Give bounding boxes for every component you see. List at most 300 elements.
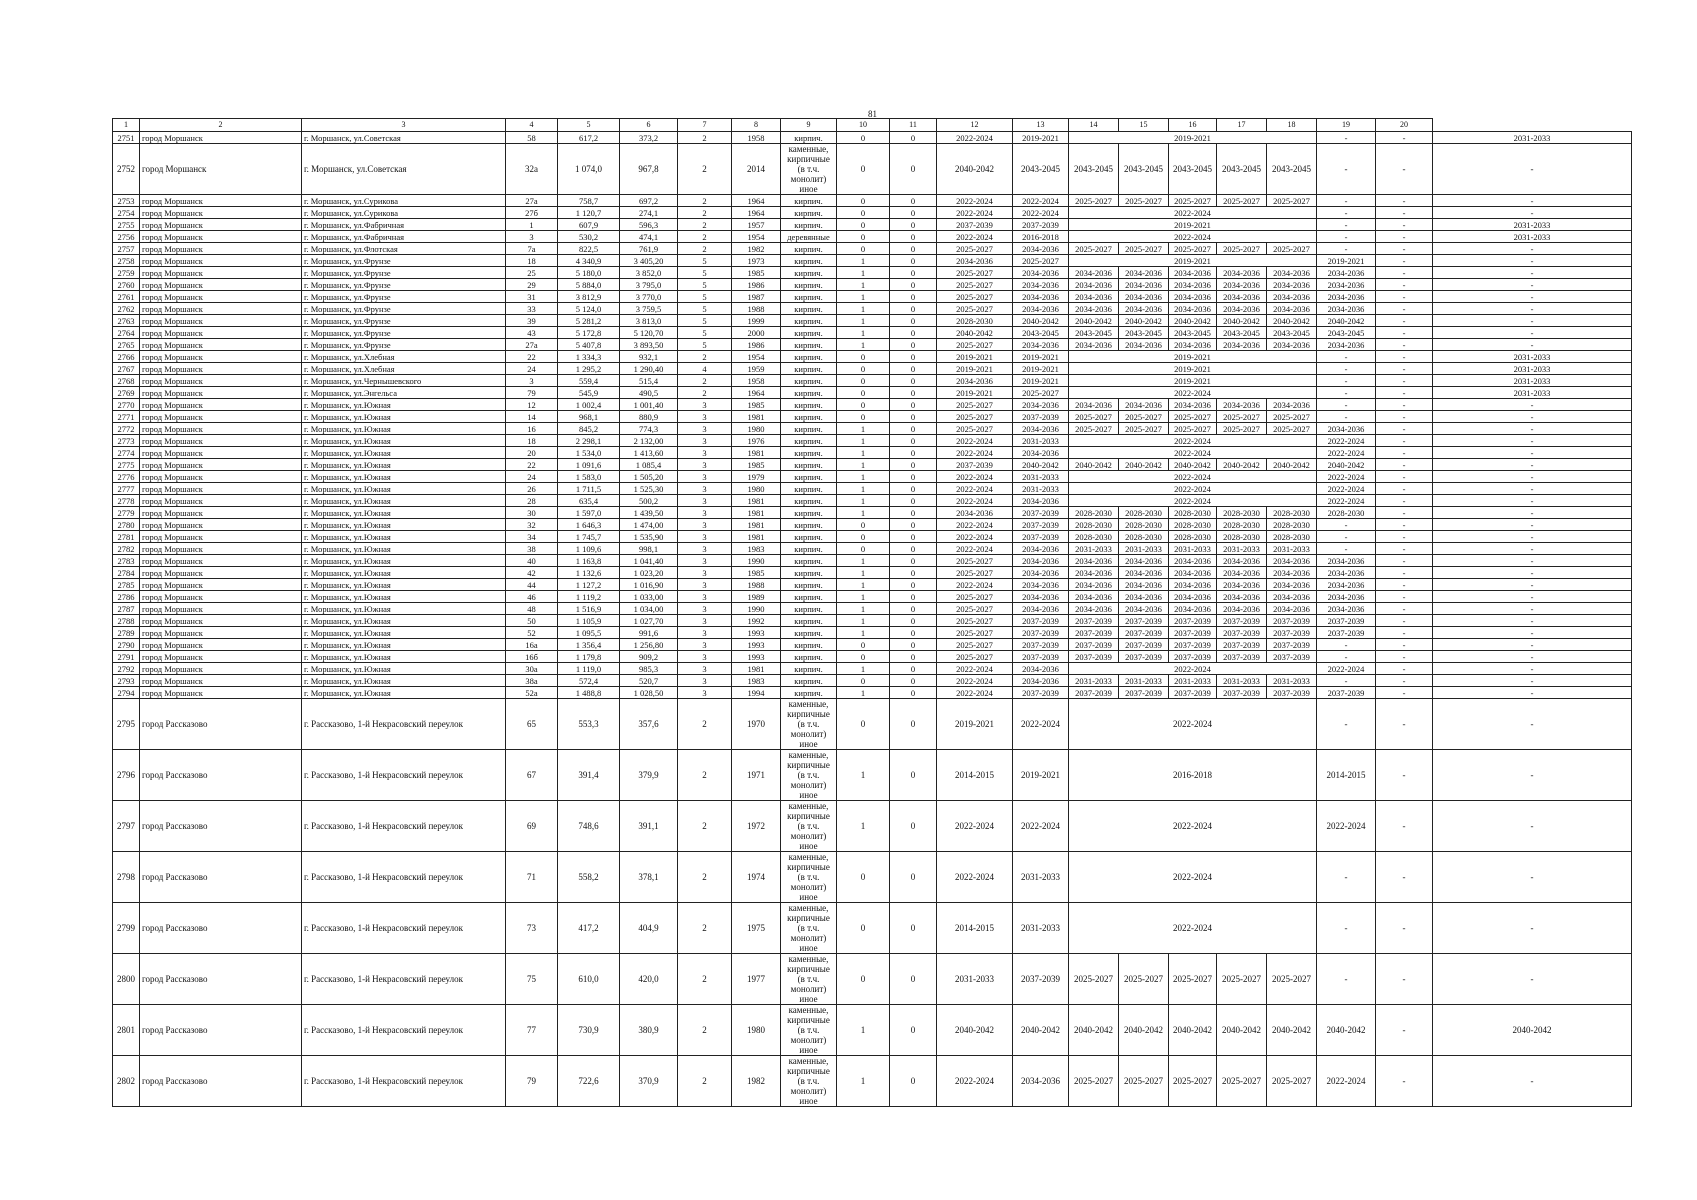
repair-period-cell-13: 2034-2036 <box>1069 555 1119 567</box>
repair-period-cell-16: 2025-2027 <box>1217 195 1267 207</box>
total-area-cell: 635,4 <box>558 495 620 507</box>
house-number-cell: 24 <box>506 363 558 375</box>
merged-repair-period-cell: 2019-2021 <box>1069 351 1317 363</box>
total-area-cell: 1 534,0 <box>558 447 620 459</box>
floors-cell: 5 <box>678 303 732 315</box>
column-11-cell: 2025-2027 <box>937 555 1013 567</box>
year-built-cell: 1987 <box>732 291 781 303</box>
column-18-cell: - <box>1317 852 1376 903</box>
column-9-cell: 1 <box>837 471 890 483</box>
address-cell: г. Моршанск, ул.Южная <box>302 495 506 507</box>
repair-period-cell-13: 2040-2042 <box>1069 315 1119 327</box>
repair-period-cell-14: 2043-2045 <box>1119 327 1169 339</box>
floors-cell: 3 <box>678 423 732 435</box>
wall-material-cell: кирпич. <box>781 615 837 627</box>
column-11-cell: 2022-2024 <box>937 1056 1013 1107</box>
repair-period-cell-13: 2025-2027 <box>1069 954 1119 1005</box>
column-20-cell: - <box>1433 603 1632 615</box>
total-area-cell: 1 119,0 <box>558 663 620 675</box>
house-number-cell: 43 <box>506 327 558 339</box>
repair-period-cell-15: 2025-2027 <box>1169 411 1217 423</box>
wall-material-cell: кирпич. <box>781 303 837 315</box>
address-cell: г. Моршанск, ул.Чернышевского <box>302 375 506 387</box>
column-20-cell: 2040-2042 <box>1433 1005 1632 1056</box>
column-18-cell: - <box>1317 519 1376 531</box>
address-cell: г. Моршанск, ул.Южная <box>302 447 506 459</box>
row-number-cell: 2752 <box>113 144 140 195</box>
column-11-cell: 2019-2021 <box>937 363 1013 375</box>
row-number-cell: 2801 <box>113 1005 140 1056</box>
column-20-cell: 2031-2033 <box>1433 132 1632 144</box>
column-11-cell: 2019-2021 <box>937 351 1013 363</box>
column-9-cell: 0 <box>837 519 890 531</box>
city-cell: город Моршанск <box>140 555 302 567</box>
column-19-cell: - <box>1376 651 1433 663</box>
column-9-cell: 1 <box>837 603 890 615</box>
year-built-cell: 1990 <box>732 555 781 567</box>
repair-period-cell-17: 2025-2027 <box>1267 423 1317 435</box>
column-12-cell: 2019-2021 <box>1013 363 1069 375</box>
floors-cell: 2 <box>678 699 732 750</box>
address-cell: г. Моршанск, ул.Фрунзе <box>302 303 506 315</box>
wall-material-cell: деревянные <box>781 231 837 243</box>
repair-period-cell-15: 2031-2033 <box>1169 543 1217 555</box>
column-11-cell: 2022-2024 <box>937 207 1013 219</box>
column-11-cell: 2040-2042 <box>937 327 1013 339</box>
total-area-cell: 530,2 <box>558 231 620 243</box>
column-19-cell: - <box>1376 699 1433 750</box>
repair-period-cell-16: 2034-2036 <box>1217 399 1267 411</box>
address-cell: г. Моршанск, ул.Южная <box>302 651 506 663</box>
column-19-cell: - <box>1376 303 1433 315</box>
column-12-cell: 2016-2018 <box>1013 231 1069 243</box>
repair-period-cell-15: 2034-2036 <box>1169 339 1217 351</box>
column-number-header: 9 <box>781 119 837 132</box>
address-cell: г. Моршанск, ул.Фрунзе <box>302 327 506 339</box>
housing-register-table <box>112 118 1632 1107</box>
column-20-cell: - <box>1433 852 1632 903</box>
column-9-cell: 0 <box>837 231 890 243</box>
address-cell: г. Моршанск, ул.Южная <box>302 675 506 687</box>
column-9-cell: 0 <box>837 675 890 687</box>
repair-period-cell-15: 2037-2039 <box>1169 615 1217 627</box>
column-19-cell: - <box>1376 219 1433 231</box>
repair-period-cell-17: 2025-2027 <box>1267 1056 1317 1107</box>
table-row <box>113 351 1632 363</box>
table-row <box>113 471 1632 483</box>
repair-period-cell-16: 2040-2042 <box>1217 1005 1267 1056</box>
column-9-cell: 1 <box>837 615 890 627</box>
column-11-cell: 2022-2024 <box>937 663 1013 675</box>
column-20-cell: - <box>1433 327 1632 339</box>
living-area-cell: 998,1 <box>620 543 678 555</box>
table-row <box>113 801 1632 852</box>
living-area-cell: 880,9 <box>620 411 678 423</box>
column-9-cell: 1 <box>837 663 890 675</box>
column-20-cell: - <box>1433 399 1632 411</box>
column-11-cell: 2022-2024 <box>937 132 1013 144</box>
column-19-cell: - <box>1376 639 1433 651</box>
wall-material-cell: каменные, кирпичные (в т.ч. монолит) иное <box>781 801 837 852</box>
address-cell: г. Рассказово, 1-й Некрасовский переулок <box>302 1005 506 1056</box>
column-9-cell: 0 <box>837 132 890 144</box>
floors-cell: 3 <box>678 663 732 675</box>
table-row <box>113 267 1632 279</box>
repair-period-cell-15: 2034-2036 <box>1169 579 1217 591</box>
house-number-cell: 30 <box>506 507 558 519</box>
address-cell: г. Моршанск, ул.Южная <box>302 531 506 543</box>
city-cell: город Моршанск <box>140 567 302 579</box>
living-area-cell: 967,8 <box>620 144 678 195</box>
column-9-cell: 1 <box>837 555 890 567</box>
column-19-cell: - <box>1376 579 1433 591</box>
table-row <box>113 315 1632 327</box>
address-cell: г. Моршанск, ул.Южная <box>302 555 506 567</box>
wall-material-cell: кирпич. <box>781 639 837 651</box>
table-row <box>113 459 1632 471</box>
column-12-cell: 2034-2036 <box>1013 447 1069 459</box>
column-10-cell: 0 <box>890 651 937 663</box>
column-11-cell: 2025-2027 <box>937 603 1013 615</box>
column-10-cell: 0 <box>890 399 937 411</box>
house-number-cell: 16б <box>506 651 558 663</box>
column-number-header: 17 <box>1217 119 1267 132</box>
column-18-cell: 2040-2042 <box>1317 459 1376 471</box>
merged-repair-period-cell: 2016-2018 <box>1069 750 1317 801</box>
total-area-cell: 1 583,0 <box>558 471 620 483</box>
column-19-cell: - <box>1376 207 1433 219</box>
column-11-cell: 2022-2024 <box>937 435 1013 447</box>
house-number-cell: 77 <box>506 1005 558 1056</box>
column-18-cell: - <box>1317 132 1376 144</box>
house-number-cell: 71 <box>506 852 558 903</box>
repair-period-cell-17: 2025-2027 <box>1267 243 1317 255</box>
column-10-cell: 0 <box>890 351 937 363</box>
table-row <box>113 543 1632 555</box>
repair-period-cell-17: 2037-2039 <box>1267 615 1317 627</box>
row-number-cell: 2783 <box>113 555 140 567</box>
repair-period-cell-16: 2031-2033 <box>1217 675 1267 687</box>
address-cell: г. Моршанск, ул.Фабричная <box>302 231 506 243</box>
column-12-cell: 2019-2021 <box>1013 375 1069 387</box>
column-18-cell: - <box>1317 243 1376 255</box>
wall-material-cell: кирпич. <box>781 363 837 375</box>
column-12-cell: 2037-2039 <box>1013 954 1069 1005</box>
repair-period-cell-14: 2040-2042 <box>1119 459 1169 471</box>
column-20-cell: - <box>1433 507 1632 519</box>
row-number-cell: 2789 <box>113 627 140 639</box>
column-12-cell: 2019-2021 <box>1013 351 1069 363</box>
column-20-cell: 2031-2033 <box>1433 351 1632 363</box>
total-area-cell: 3 812,9 <box>558 291 620 303</box>
column-12-cell: 2034-2036 <box>1013 603 1069 615</box>
address-cell: г. Моршанск, ул.Фрунзе <box>302 339 506 351</box>
year-built-cell: 1973 <box>732 255 781 267</box>
address-cell: г. Моршанск, ул.Южная <box>302 411 506 423</box>
column-11-cell: 2025-2027 <box>937 339 1013 351</box>
column-11-cell: 2025-2027 <box>937 615 1013 627</box>
column-19-cell: - <box>1376 243 1433 255</box>
column-10-cell: 0 <box>890 1056 937 1107</box>
living-area-cell: 1 016,90 <box>620 579 678 591</box>
year-built-cell: 1985 <box>732 567 781 579</box>
year-built-cell: 1958 <box>732 132 781 144</box>
house-number-cell: 20 <box>506 447 558 459</box>
house-number-cell: 67 <box>506 750 558 801</box>
column-19-cell: - <box>1376 555 1433 567</box>
column-18-cell: 2019-2021 <box>1317 255 1376 267</box>
city-cell: город Моршанск <box>140 579 302 591</box>
column-11-cell: 2022-2024 <box>937 687 1013 699</box>
wall-material-cell: кирпич. <box>781 627 837 639</box>
living-area-cell: 596,3 <box>620 219 678 231</box>
column-number-header: 12 <box>937 119 1013 132</box>
house-number-cell: 22 <box>506 459 558 471</box>
row-number-cell: 2771 <box>113 411 140 423</box>
column-20-cell: - <box>1433 519 1632 531</box>
address-cell: г. Моршанск, ул.Южная <box>302 543 506 555</box>
city-cell: город Моршанск <box>140 144 302 195</box>
column-11-cell: 2022-2024 <box>937 195 1013 207</box>
wall-material-cell: каменные, кирпичные (в т.ч. монолит) иное <box>781 852 837 903</box>
row-number-cell: 2798 <box>113 852 140 903</box>
merged-repair-period-cell: 2019-2021 <box>1069 255 1317 267</box>
repair-period-cell-14: 2037-2039 <box>1119 615 1169 627</box>
repair-period-cell-15: 2034-2036 <box>1169 603 1217 615</box>
column-18-cell: 2034-2036 <box>1317 267 1376 279</box>
total-area-cell: 1 745,7 <box>558 531 620 543</box>
total-area-cell: 1 646,3 <box>558 519 620 531</box>
living-area-cell: 1 290,40 <box>620 363 678 375</box>
column-11-cell: 2022-2024 <box>937 495 1013 507</box>
living-area-cell: 1 439,50 <box>620 507 678 519</box>
house-number-cell: 48 <box>506 603 558 615</box>
table-row <box>113 231 1632 243</box>
column-19-cell: - <box>1376 195 1433 207</box>
row-number-cell: 2777 <box>113 483 140 495</box>
total-area-cell: 1 002,4 <box>558 399 620 411</box>
repair-period-cell-16: 2028-2030 <box>1217 531 1267 543</box>
column-11-cell: 2025-2027 <box>937 567 1013 579</box>
column-18-cell: 2034-2036 <box>1317 603 1376 615</box>
merged-repair-period-cell: 2022-2024 <box>1069 663 1317 675</box>
floors-cell: 3 <box>678 591 732 603</box>
year-built-cell: 1981 <box>732 447 781 459</box>
column-11-cell: 2022-2024 <box>937 519 1013 531</box>
column-number-header: 18 <box>1267 119 1317 132</box>
living-area-cell: 1 474,00 <box>620 519 678 531</box>
column-19-cell: - <box>1376 279 1433 291</box>
floors-cell: 4 <box>678 363 732 375</box>
column-9-cell: 1 <box>837 1005 890 1056</box>
table-row <box>113 903 1632 954</box>
address-cell: г. Моршанск, ул.Советская <box>302 132 506 144</box>
row-number-cell: 2767 <box>113 363 140 375</box>
year-built-cell: 1954 <box>732 231 781 243</box>
column-12-cell: 2040-2042 <box>1013 459 1069 471</box>
city-cell: город Рассказово <box>140 750 302 801</box>
year-built-cell: 1985 <box>732 399 781 411</box>
column-11-cell: 2019-2021 <box>937 699 1013 750</box>
repair-period-cell-14: 2040-2042 <box>1119 315 1169 327</box>
column-19-cell: - <box>1376 675 1433 687</box>
house-number-cell: 27б <box>506 207 558 219</box>
total-area-cell: 1 334,3 <box>558 351 620 363</box>
table-row <box>113 750 1632 801</box>
column-10-cell: 0 <box>890 750 937 801</box>
total-area-cell: 558,2 <box>558 852 620 903</box>
column-12-cell: 2034-2036 <box>1013 291 1069 303</box>
address-cell: г. Моршанск, ул.Хлебная <box>302 363 506 375</box>
city-cell: город Рассказово <box>140 1005 302 1056</box>
repair-period-cell-16: 2034-2036 <box>1217 291 1267 303</box>
city-cell: город Моршанск <box>140 483 302 495</box>
repair-period-cell-17: 2034-2036 <box>1267 291 1317 303</box>
house-number-cell: 69 <box>506 801 558 852</box>
column-18-cell: - <box>1317 531 1376 543</box>
floors-cell: 2 <box>678 1056 732 1107</box>
house-number-cell: 27а <box>506 339 558 351</box>
row-number-cell: 2754 <box>113 207 140 219</box>
column-number-header: 11 <box>890 119 937 132</box>
repair-period-cell-17: 2028-2030 <box>1267 507 1317 519</box>
total-area-cell: 5 884,0 <box>558 279 620 291</box>
house-number-cell: 38а <box>506 675 558 687</box>
row-number-cell: 2778 <box>113 495 140 507</box>
column-18-cell: - <box>1317 195 1376 207</box>
address-cell: г. Моршанск, ул.Советская <box>302 144 506 195</box>
floors-cell: 3 <box>678 675 732 687</box>
repair-period-cell-13: 2034-2036 <box>1069 279 1119 291</box>
house-number-cell: 7а <box>506 243 558 255</box>
year-built-cell: 1986 <box>732 339 781 351</box>
address-cell: г. Моршанск, ул.Хлебная <box>302 351 506 363</box>
living-area-cell: 774,3 <box>620 423 678 435</box>
column-12-cell: 2037-2039 <box>1013 411 1069 423</box>
row-number-cell: 2760 <box>113 279 140 291</box>
repair-period-cell-17: 2034-2036 <box>1267 603 1317 615</box>
year-built-cell: 1993 <box>732 627 781 639</box>
house-number-cell: 38 <box>506 543 558 555</box>
city-cell: город Моршанск <box>140 591 302 603</box>
repair-period-cell-17: 2034-2036 <box>1267 555 1317 567</box>
address-cell: г. Моршанск, ул.Южная <box>302 435 506 447</box>
address-cell: г. Моршанск, ул.Фрунзе <box>302 315 506 327</box>
column-19-cell: - <box>1376 411 1433 423</box>
living-area-cell: 520,7 <box>620 675 678 687</box>
wall-material-cell: кирпич. <box>781 447 837 459</box>
column-10-cell: 0 <box>890 435 937 447</box>
column-number-header: 4 <box>506 119 558 132</box>
wall-material-cell: кирпич. <box>781 663 837 675</box>
column-9-cell: 1 <box>837 315 890 327</box>
column-19-cell: - <box>1376 363 1433 375</box>
living-area-cell: 474,1 <box>620 231 678 243</box>
total-area-cell: 1 163,8 <box>558 555 620 567</box>
repair-period-cell-14: 2025-2027 <box>1119 423 1169 435</box>
repair-period-cell-15: 2028-2030 <box>1169 507 1217 519</box>
column-9-cell: 1 <box>837 495 890 507</box>
floors-cell: 2 <box>678 954 732 1005</box>
column-number-header: 13 <box>1013 119 1069 132</box>
city-cell: город Моршанск <box>140 603 302 615</box>
repair-period-cell-13: 2037-2039 <box>1069 651 1119 663</box>
total-area-cell: 607,9 <box>558 219 620 231</box>
merged-repair-period-cell: 2022-2024 <box>1069 495 1317 507</box>
table-row <box>113 507 1632 519</box>
living-area-cell: 3 893,50 <box>620 339 678 351</box>
row-number-cell: 2772 <box>113 423 140 435</box>
repair-period-cell-15: 2040-2042 <box>1169 315 1217 327</box>
house-number-cell: 75 <box>506 954 558 1005</box>
floors-cell: 3 <box>678 399 732 411</box>
house-number-cell: 1 <box>506 219 558 231</box>
floors-cell: 5 <box>678 279 732 291</box>
living-area-cell: 373,2 <box>620 132 678 144</box>
total-area-cell: 610,0 <box>558 954 620 1005</box>
repair-period-cell-13: 2031-2033 <box>1069 675 1119 687</box>
wall-material-cell: кирпич. <box>781 495 837 507</box>
column-20-cell: - <box>1433 531 1632 543</box>
row-number-cell: 2784 <box>113 567 140 579</box>
column-18-cell: 2040-2042 <box>1317 1005 1376 1056</box>
wall-material-cell: кирпич. <box>781 351 837 363</box>
table-row <box>113 375 1632 387</box>
living-area-cell: 1 001,40 <box>620 399 678 411</box>
city-cell: город Моршанск <box>140 243 302 255</box>
column-20-cell: - <box>1433 615 1632 627</box>
row-number-cell: 2758 <box>113 255 140 267</box>
column-20-cell: - <box>1433 750 1632 801</box>
column-10-cell: 0 <box>890 243 937 255</box>
repair-period-cell-17: 2025-2027 <box>1267 954 1317 1005</box>
city-cell: город Моршанск <box>140 615 302 627</box>
column-18-cell: 2043-2045 <box>1317 327 1376 339</box>
table-row <box>113 615 1632 627</box>
wall-material-cell: кирпич. <box>781 291 837 303</box>
living-area-cell: 3 770,0 <box>620 291 678 303</box>
column-12-cell: 2034-2036 <box>1013 303 1069 315</box>
column-18-cell: - <box>1317 543 1376 555</box>
column-19-cell: - <box>1376 591 1433 603</box>
house-number-cell: 3 <box>506 231 558 243</box>
column-18-cell: - <box>1317 387 1376 399</box>
total-area-cell: 5 281,2 <box>558 315 620 327</box>
row-number-cell: 2761 <box>113 291 140 303</box>
city-cell: город Моршанск <box>140 471 302 483</box>
repair-period-cell-14: 2034-2036 <box>1119 339 1169 351</box>
column-11-cell: 2025-2027 <box>937 291 1013 303</box>
column-20-cell: - <box>1433 675 1632 687</box>
floors-cell: 5 <box>678 255 732 267</box>
repair-period-cell-14: 2028-2030 <box>1119 531 1169 543</box>
city-cell: город Моршанск <box>140 399 302 411</box>
repair-period-cell-14: 2037-2039 <box>1119 651 1169 663</box>
repair-period-cell-13: 2034-2036 <box>1069 339 1119 351</box>
city-cell: город Моршанск <box>140 132 302 144</box>
wall-material-cell: кирпич. <box>781 471 837 483</box>
repair-period-cell-13: 2040-2042 <box>1069 1005 1119 1056</box>
column-9-cell: 1 <box>837 339 890 351</box>
year-built-cell: 1981 <box>732 663 781 675</box>
living-area-cell: 380,9 <box>620 1005 678 1056</box>
year-built-cell: 2000 <box>732 327 781 339</box>
floors-cell: 3 <box>678 495 732 507</box>
table-row <box>113 435 1632 447</box>
wall-material-cell: каменные, кирпичные (в т.ч. монолит) иное <box>781 903 837 954</box>
year-built-cell: 1959 <box>732 363 781 375</box>
living-area-cell: 1 028,50 <box>620 687 678 699</box>
